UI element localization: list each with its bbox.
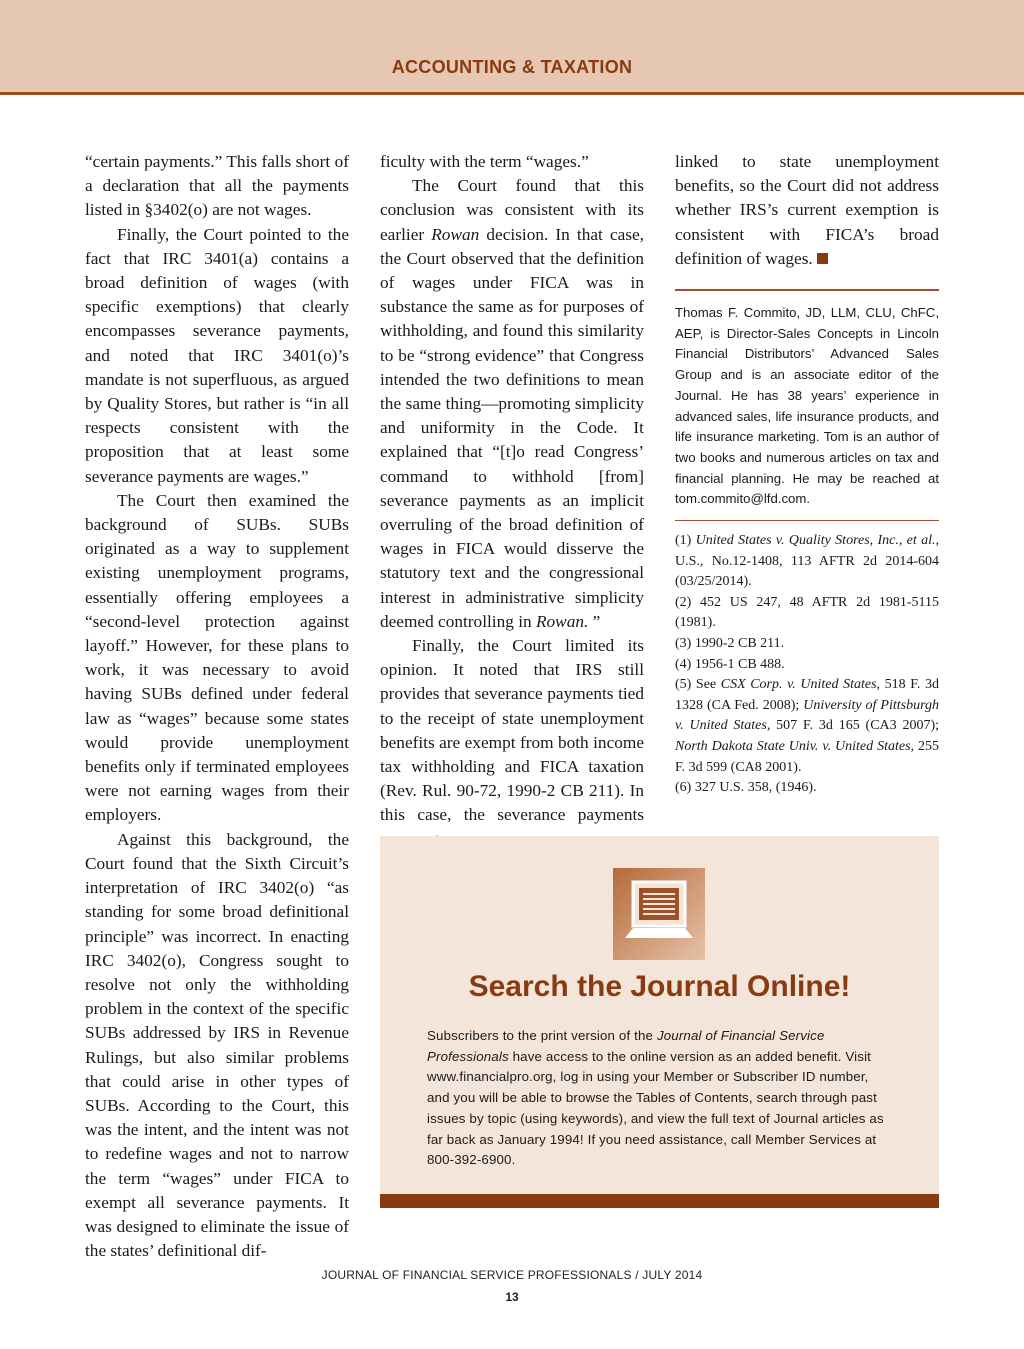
end-mark-icon [817, 253, 828, 264]
promo-text [427, 1026, 892, 1171]
endnote: (2) 452 US 247, 48 AFTR 2d 1981-5115 (1981). [675, 594, 939, 631]
text-run: The Court found that this conclusion was consistent with its earlier [380, 176, 644, 244]
column-3 [675, 150, 939, 799]
endnote [675, 675, 939, 778]
paragraph: “certain payments.” This falls short of a declaration that all the payments listed in §3402(o) are not wages. [85, 152, 349, 220]
case-name: Rowan [431, 224, 480, 244]
text-run: decision. In that case, the Court observed that the definition of wages under FICA was in substance the same as for purposes of withholding, and found this similarity to be “strong evidence” that Congress intended the two definitions to mean the same thing—promoting simplicity and uniformity in the Code. It explained that “[t]o read Congress’ command to withhold [from] severance payments as an implicit overruling of the broad definition of wages in FICA would disserve the statutory text and the congressional interest in administrative simplicity deemed controlling in [380, 224, 644, 631]
page-footer: JOURNAL OF FINANCIAL SERVICE PROFESSIONALS / JULY 2014 [321, 1268, 703, 1282]
section-title: ACCOUNTING & TAXATION [391, 57, 633, 77]
promo-footer-bar [380, 1194, 939, 1208]
endnote-text: (1) [675, 533, 696, 549]
text-run: have access to the online version as an added benefit. Visit www.financialpro.org, log in using your Member or Subscriber ID number, and you will be able to browse the Tables of Contents, search through past issues by topic (using keywords), and view the full text of Journal articles as far back as January 1994! If you need assistance, call Member Services at 800-392-6900. [427, 1048, 884, 1168]
promo-box [380, 836, 939, 1208]
page-number: 13 [505, 1290, 519, 1304]
author-bio: Thomas F. Commito, JD, LLM, CLU, ChFC, AEP, is Director-Sales Concepts in Lincoln Financial Distributors’ Advanced Sales Group and is an associate editor of the Journal. He has 38 years’ experience in advanced sales, life insurance products, and life insurance marketing. Tom is an author of two books and numerous articles on tax and financial planning. He may be reached at tom.commito@lfd.com. [675, 305, 939, 507]
case-name: CSX Corp. v. United States, [720, 677, 881, 693]
promo-title: Search the Journal Online! [468, 970, 851, 1003]
column-1 [85, 150, 349, 1263]
case-name: United States v. Quality Stores, Inc., et al., [695, 533, 940, 549]
journal-name: Journal of Financial Service Professionals [427, 1028, 825, 1064]
endnote-text: 518 F. 3d 1328 (CA Fed. 2008); [675, 677, 939, 713]
paragraph: The Court then examined the background of SUBs. SUBs originated as a way to supplement existing unemployment programs, essentially offering employees a “second-level protection against layoff.” However, for these plans to work, it was necessary to avoid having SUBs defined under federal law as “wages” because some states would provide unemployment benefits only if terminated employees were not earning wages from their employers. [85, 490, 349, 825]
computer-icon [613, 868, 705, 960]
endnote-text: 255 F. 3d 599 (CA8 2001). [675, 738, 940, 775]
case-name: North Dakota State Univ. v. United States, [675, 738, 915, 754]
paragraph: ficulty with the term “wages.” [380, 152, 589, 171]
paragraph: Finally, the Court pointed to the fact that IRC 3401(a) contains a broad definition of wages (with specific exemptions) that clearly encompasses severance payments, and noted that IRC 3401(o)’s mandate is not superfluous, as argued by Quality Stores, but rather is “in all respects consistent with the proposition that at least some severance payments are wages.” [85, 224, 349, 486]
text-run: linked to state unemployment benefits, so the Court did not address whether IRS’s current exemption is consistent with FICA’s broad definition of wages. [675, 152, 939, 268]
endnotes [675, 531, 939, 799]
case-name: University of Pittsburgh v. United States, [675, 697, 940, 734]
paragraph: Finally, the Court limited its opinion. It noted that IRS still provides that severance payments tied to the receipt of state unemployment benefits are exempt from both income tax withholding and FICA taxation (Rev. Rul. 90-72, 1990-2 CB 211). In this case, the severance payments [380, 636, 644, 825]
endnote: (4) 1956-1 CB 488. [675, 656, 785, 672]
endnote-text: U.S., No.12-1408, 113 AFTR 2d 2014-604 (03/25/2014). [675, 553, 939, 590]
paragraph: Against this background, the Court found that the Sixth Circuit’s interpretation of IRC 3402(o) “as standing for some broad definitional principle” was incorrect. In enacting IRC 3402(o), Congress sought to resolve not only the withholding problem in the context of the specific SUBs addressed by IRS in Revenue Rulings, but also similar problems that could arise in other types of SUBs. According to the Court, this was the intent, and the intent was not to redefine wages and not to narrow the term “wages” under FICA to exempt all severance payments. It was designed to eliminate the issue of the states’ definitional dif- [85, 829, 349, 1261]
paragraph [675, 150, 939, 271]
endnote: (3) 1990-2 CB 211. [675, 636, 785, 652]
text-run: Subscribers to the print version of the [427, 1028, 657, 1043]
page-header [0, 0, 1024, 95]
endnote-text: (5) See [675, 677, 721, 693]
divider [675, 289, 939, 291]
text-run: ” [588, 611, 601, 631]
endnote-text: 507 F. 3d 165 (CA3 2007); [770, 718, 939, 734]
divider [675, 520, 939, 521]
endnote [675, 531, 939, 593]
column-2 [380, 150, 644, 852]
endnote: (6) 327 U.S. 358, (1946). [675, 780, 817, 796]
case-name: Rowan. [535, 611, 589, 631]
paragraph [380, 174, 644, 634]
